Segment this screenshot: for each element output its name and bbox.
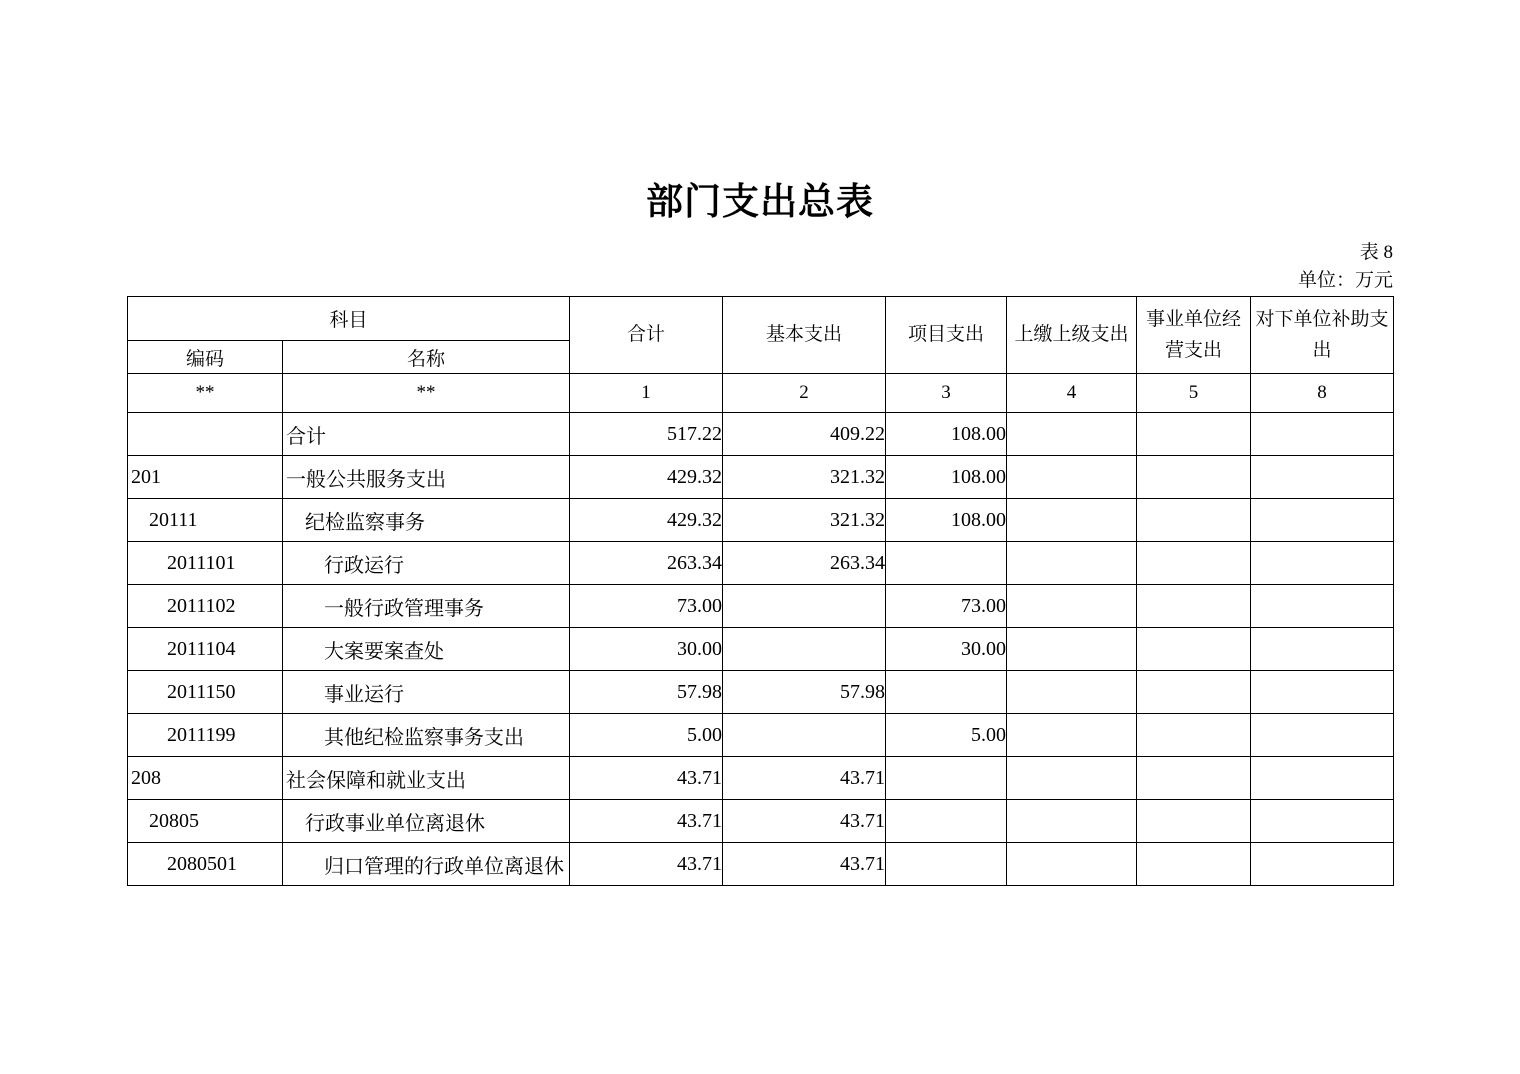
name-cell: 其他纪检监察事务支出 [283,714,570,757]
name-cell: 一般公共服务支出 [283,456,570,499]
table-header [128,297,1394,413]
value-cell [1137,499,1251,542]
column-number-2: 2 [723,374,886,413]
value-cell [1251,542,1394,585]
name-cell: 事业运行 [283,671,570,714]
value-cell: 57.98 [570,671,723,714]
value-cell: 321.32 [723,456,886,499]
code-cell: 208 [128,757,283,800]
name-cell: 社会保障和就业支出 [283,757,570,800]
value-cell: 263.34 [570,542,723,585]
column-number-6: 8 [1251,374,1394,413]
value-cell: 429.32 [570,456,723,499]
subject-header: 科目 [128,297,570,341]
name-placeholder: ** [283,374,570,413]
value-cell [1137,671,1251,714]
column-header-2: 基本支出 [723,297,886,374]
value-cell [1251,800,1394,843]
value-cell [886,800,1007,843]
value-cell [1251,843,1394,886]
code-placeholder: ** [128,374,283,413]
value-cell: 73.00 [570,585,723,628]
table-row [128,757,1394,800]
code-cell: 2011199 [128,714,283,757]
value-cell: 5.00 [570,714,723,757]
table-row [128,456,1394,499]
value-cell: 43.71 [723,757,886,800]
expenditure-summary-table [127,296,1394,886]
value-cell: 108.00 [886,456,1007,499]
value-cell: 321.32 [723,499,886,542]
table-row [128,671,1394,714]
value-cell: 30.00 [570,628,723,671]
page-title: 部门支出总表 [646,182,874,223]
column-number-1: 1 [570,374,723,413]
value-cell [886,757,1007,800]
name-cell: 归口管理的行政单位离退休 [283,843,570,886]
column-number-3: 3 [886,374,1007,413]
value-cell [1007,628,1137,671]
table-row [128,714,1394,757]
code-cell: 2011150 [128,671,283,714]
value-cell [1137,456,1251,499]
code-cell: 2011102 [128,585,283,628]
table-row [128,499,1394,542]
value-cell: 263.34 [723,542,886,585]
value-cell: 409.22 [723,413,886,456]
value-cell [1007,542,1137,585]
name-cell: 行政运行 [283,542,570,585]
code-cell: 20805 [128,800,283,843]
value-cell [723,628,886,671]
value-cell [1007,800,1137,843]
table-row [128,800,1394,843]
code-cell: 201 [128,456,283,499]
value-cell: 429.32 [570,499,723,542]
value-cell [1007,413,1137,456]
column-number-4: 4 [1007,374,1137,413]
value-cell [886,542,1007,585]
value-cell [1007,843,1137,886]
name-cell: 纪检监察事务 [283,499,570,542]
value-cell [723,585,886,628]
value-cell: 30.00 [886,628,1007,671]
value-cell [1007,671,1137,714]
value-cell: 43.71 [723,800,886,843]
unit-label: 单位：万元 [1297,270,1393,291]
value-cell: 73.00 [886,585,1007,628]
table-row [128,628,1394,671]
value-cell [1007,585,1137,628]
table-row [128,413,1394,456]
value-cell [1137,843,1251,886]
column-header-6: 对下单位补助支出 [1251,297,1394,374]
value-cell [1137,800,1251,843]
value-cell: 43.71 [570,843,723,886]
value-cell [1007,499,1137,542]
name-header: 名称 [283,341,570,374]
column-header-1: 合计 [570,297,723,374]
header-row-subject [128,297,1394,341]
value-cell [1251,413,1394,456]
value-cell: 43.71 [723,843,886,886]
value-cell: 57.98 [723,671,886,714]
value-cell [1137,413,1251,456]
table-row [128,542,1394,585]
value-cell [886,671,1007,714]
name-cell: 行政事业单位离退休 [283,800,570,843]
name-cell: 一般行政管理事务 [283,585,570,628]
value-cell [1251,671,1394,714]
value-cell [886,843,1007,886]
column-number-row [128,374,1394,413]
value-cell: 43.71 [570,757,723,800]
value-cell: 517.22 [570,413,723,456]
value-cell [1137,542,1251,585]
code-header: 编码 [128,341,283,374]
value-cell [1251,714,1394,757]
column-header-4: 上缴上级支出 [1007,297,1137,374]
value-cell: 43.71 [570,800,723,843]
value-cell [1007,456,1137,499]
column-header-3: 项目支出 [886,297,1007,374]
value-cell: 5.00 [886,714,1007,757]
table-row [128,585,1394,628]
column-header-5: 事业单位经营支出 [1137,297,1251,374]
name-cell: 大案要案查处 [283,628,570,671]
value-cell [1251,585,1394,628]
code-cell: 20111 [128,499,283,542]
value-cell [1251,628,1394,671]
value-cell: 108.00 [886,499,1007,542]
code-cell: 2011104 [128,628,283,671]
name-cell: 合计 [283,413,570,456]
value-cell [723,714,886,757]
code-cell [128,413,283,456]
value-cell [1007,714,1137,757]
value-cell [1137,585,1251,628]
code-cell: 2011101 [128,542,283,585]
code-cell: 2080501 [128,843,283,886]
value-cell: 108.00 [886,413,1007,456]
table-row [128,843,1394,886]
value-cell [1137,628,1251,671]
column-number-5: 5 [1137,374,1251,413]
value-cell [1007,757,1137,800]
table-body [128,413,1394,886]
value-cell [1251,499,1394,542]
value-cell [1251,757,1394,800]
value-cell [1137,714,1251,757]
value-cell [1137,757,1251,800]
table-number-label: 表 8 [1359,242,1393,263]
value-cell [1251,456,1394,499]
